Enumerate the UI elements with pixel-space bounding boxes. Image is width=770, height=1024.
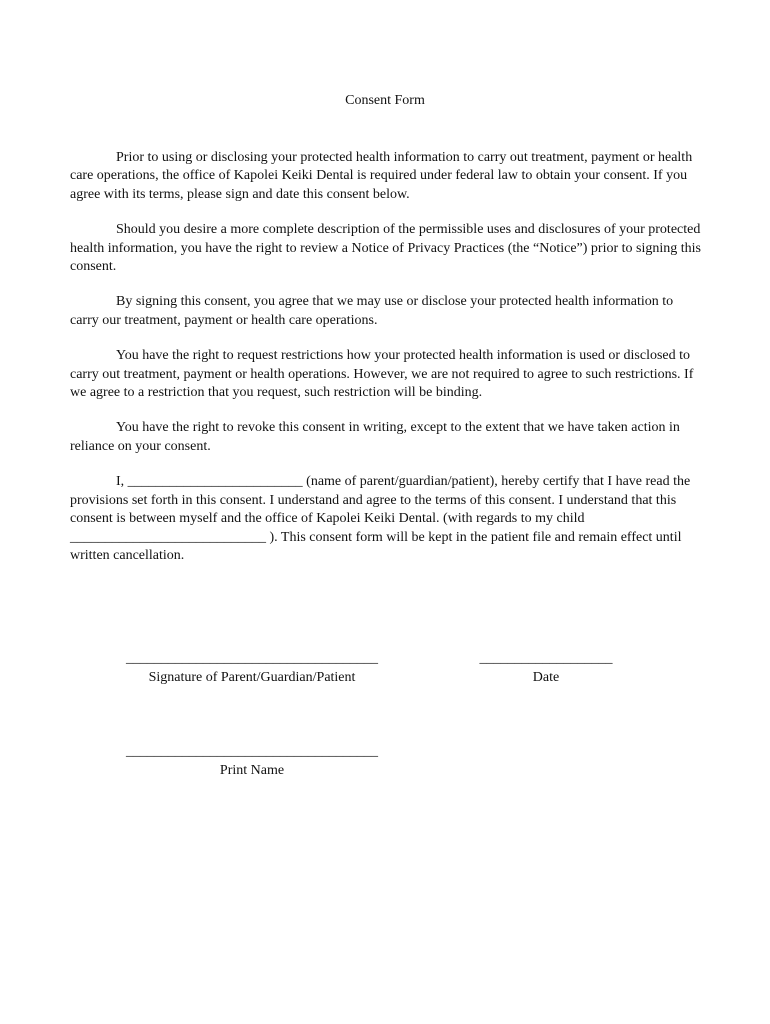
paragraph-restrictions: You have the right to request restrictions how your protected health information is used or disclosed to carry out treatment, payment or health operations. However, we are not required to agree to such restrictions. If we agree to a restriction that you request, such restriction will be binding. [70,348,694,401]
date-block [473,651,619,687]
paragraph-agreement: By signing this consent, you agree that we may use or disclose your protected health information to carry our treatment, payment or health care operations. [70,294,674,328]
signature-label: Signature of Parent/Guardian/Patient [148,670,356,685]
print-name-block [116,744,388,780]
paragraph-intro: Prior to using or disclosing your protected health information to carry out treatment, payment or health care operations, the office of Kapolei Keiki Dental is required under federal law to obtain your consent. If you agree with its terms, please sign and date this consent below. [70,150,693,202]
paragraph-revoke: You have the right to revoke this consent in writing, except to the extent that we have taken action in reliance on your consent. [70,420,680,454]
signature-line[interactable]: ____________________________________ [126,651,378,666]
signature-block [116,651,388,687]
page-title: Consent Form [345,93,425,108]
date-line[interactable]: ___________________ [479,651,613,666]
consent-body [70,149,702,582]
print-name-label: Print Name [219,763,285,778]
paragraph-certification: I, _________________________ (name of parent/guardian/patient), hereby certify that I have read the provisions set forth in this consent. I understand and agree to the terms of this consent. I understand that this consent is between myself and the office of Kapolei Keiki Dental. (with regards to my child ____________________________ ). This consent form will be kept in the patient file and remain effect until written cancellation. [70,474,691,563]
print-name-line[interactable]: ____________________________________ [126,744,378,759]
paragraph-notice: Should you desire a more complete description of the permissible uses and disclosures of your protected health information, you have the right to review a Notice of Privacy Practices (the “Notice”) prior to signing this consent. [70,222,701,275]
date-label: Date [532,670,560,685]
